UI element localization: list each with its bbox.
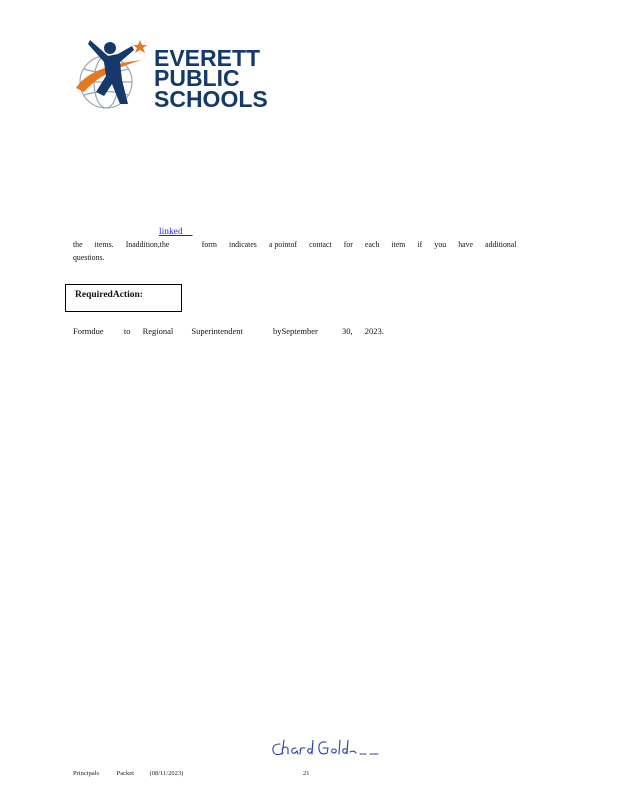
word: a pointof — [268, 239, 297, 249]
word: you — [434, 239, 447, 249]
word: additional — [485, 239, 517, 249]
word: indicates — [229, 239, 257, 249]
word: have — [458, 239, 474, 249]
linked-form-link[interactable]: linked — [159, 226, 183, 236]
word: each — [365, 239, 380, 249]
word: item — [391, 239, 406, 249]
word: items. — [94, 239, 114, 249]
word: Inaddition,the — [125, 239, 170, 249]
word: the — [73, 239, 83, 249]
logo-text-line2: PUBLIC — [154, 65, 240, 91]
footer-word: Packet — [116, 770, 134, 777]
required-action-box — [65, 284, 182, 312]
word: bySeptember — [273, 326, 318, 336]
star-icon — [133, 40, 147, 53]
paragraph-line-2: questions. — [73, 252, 105, 262]
signature — [270, 736, 382, 760]
word: 30, — [341, 326, 353, 336]
page-number: 21 — [303, 770, 310, 777]
word: 2023. — [364, 326, 384, 336]
logo-text-line3: SCHOOLS — [154, 86, 268, 112]
footer-left — [73, 770, 183, 777]
word: if — [417, 239, 423, 249]
word: to — [123, 326, 131, 336]
logo-text-line1: EVERETT — [154, 45, 261, 71]
word: Superintendent — [191, 326, 243, 336]
paragraph-line-1 — [73, 238, 516, 251]
word: for — [343, 239, 353, 249]
district-logo — [70, 36, 268, 114]
due-date-line — [73, 326, 384, 336]
word: contact — [309, 239, 332, 249]
footer-date: (08/11/2023) — [149, 770, 184, 777]
word: Formdue — [73, 326, 104, 336]
footer-word: Principals — [73, 770, 99, 777]
word: form — [201, 239, 217, 249]
word: Regional — [142, 326, 174, 336]
required-action-label: RequiredAction: — [75, 290, 143, 300]
body-paragraph — [73, 238, 517, 264]
